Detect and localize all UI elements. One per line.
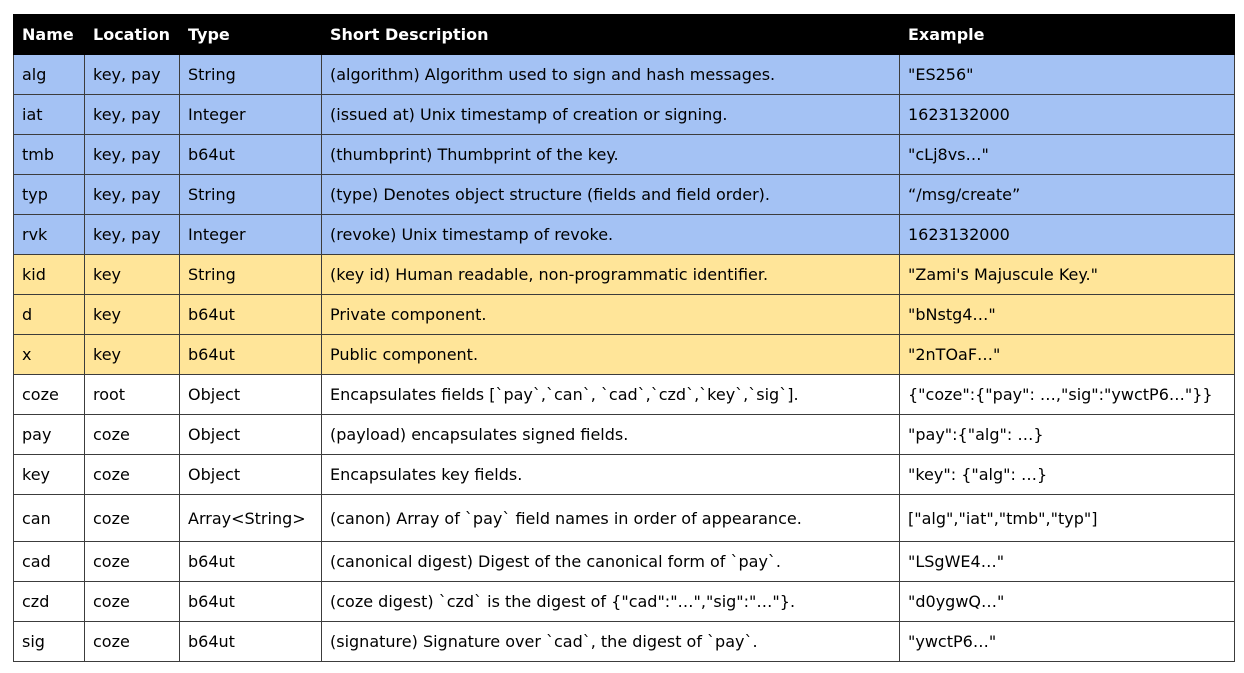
cell-type: b64ut <box>180 622 322 662</box>
cell-example: "Zami's Majuscule Key." <box>900 255 1235 295</box>
cell-example: "pay":{"alg": …} <box>900 415 1235 455</box>
table-row <box>14 582 1235 622</box>
cell-location: coze <box>85 415 180 455</box>
cell-name: pay <box>14 415 85 455</box>
cell-description: (issued at) Unix timestamp of creation or signing. <box>322 95 900 135</box>
table-row <box>14 622 1235 662</box>
cell-location: coze <box>85 582 180 622</box>
cell-example: "LSgWE4…" <box>900 542 1235 582</box>
cell-location: coze <box>85 622 180 662</box>
cell-name: sig <box>14 622 85 662</box>
cell-location: key, pay <box>85 55 180 95</box>
cell-description: Encapsulates key fields. <box>322 455 900 495</box>
cell-location: coze <box>85 542 180 582</box>
table-row <box>14 295 1235 335</box>
cell-description: (thumbprint) Thumbprint of the key. <box>322 135 900 175</box>
table-row <box>14 95 1235 135</box>
table-row <box>14 495 1235 542</box>
table-row <box>14 135 1235 175</box>
cell-description: (revoke) Unix timestamp of revoke. <box>322 215 900 255</box>
cell-location: key, pay <box>85 175 180 215</box>
table-header-row <box>14 15 1235 55</box>
cell-type: Object <box>180 455 322 495</box>
cell-location: key, pay <box>85 215 180 255</box>
cell-example: "cLj8vs…" <box>900 135 1235 175</box>
table-row <box>14 415 1235 455</box>
cell-type: String <box>180 175 322 215</box>
cell-type: b64ut <box>180 295 322 335</box>
cell-location: key, pay <box>85 95 180 135</box>
cell-example: "ES256" <box>900 55 1235 95</box>
cell-example: "d0ygwQ…" <box>900 582 1235 622</box>
cell-type: b64ut <box>180 582 322 622</box>
cell-example: "bNstg4…" <box>900 295 1235 335</box>
cell-name: x <box>14 335 85 375</box>
cell-description: (canon) Array of `pay` field names in order of appearance. <box>322 495 900 542</box>
cell-location: key <box>85 295 180 335</box>
table-row <box>14 335 1235 375</box>
cell-location: root <box>85 375 180 415</box>
cell-location: coze <box>85 495 180 542</box>
header-type: Type <box>180 15 322 55</box>
cell-type: Object <box>180 375 322 415</box>
cell-name: czd <box>14 582 85 622</box>
cell-description: (canonical digest) Digest of the canonical form of `pay`. <box>322 542 900 582</box>
table-row <box>14 255 1235 295</box>
cell-type: b64ut <box>180 135 322 175</box>
cell-name: coze <box>14 375 85 415</box>
cell-description: Public component. <box>322 335 900 375</box>
cell-name: tmb <box>14 135 85 175</box>
cell-name: iat <box>14 95 85 135</box>
cell-location: key, pay <box>85 135 180 175</box>
cell-type: Object <box>180 415 322 455</box>
header-location: Location <box>85 15 180 55</box>
cell-type: Integer <box>180 215 322 255</box>
cell-description: (key id) Human readable, non-programmatic identifier. <box>322 255 900 295</box>
cell-description: (algorithm) Algorithm used to sign and hash messages. <box>322 55 900 95</box>
cell-example: "2nTOaF…" <box>900 335 1235 375</box>
cell-location: coze <box>85 455 180 495</box>
table-row <box>14 55 1235 95</box>
cell-type: String <box>180 255 322 295</box>
cell-name: alg <box>14 55 85 95</box>
table-row <box>14 175 1235 215</box>
cell-name: key <box>14 455 85 495</box>
cell-type: String <box>180 55 322 95</box>
cell-example: {"coze":{"pay": …,"sig":"ywctP6…"}} <box>900 375 1235 415</box>
cell-type: b64ut <box>180 542 322 582</box>
cell-example: "ywctP6…" <box>900 622 1235 662</box>
cell-description: (coze digest) `czd` is the digest of {"cad":"…","sig":"…"}. <box>322 582 900 622</box>
cell-description: Private component. <box>322 295 900 335</box>
header-description: Short Description <box>322 15 900 55</box>
cell-location: key <box>85 255 180 295</box>
cell-description: Encapsulates fields [`pay`,`can`, `cad`,`czd`,`key`,`sig`]. <box>322 375 900 415</box>
table-row <box>14 455 1235 495</box>
cell-name: d <box>14 295 85 335</box>
cell-example: ["alg","iat","tmb","typ"] <box>900 495 1235 542</box>
header-example: Example <box>900 15 1235 55</box>
cell-name: rvk <box>14 215 85 255</box>
cell-description: (signature) Signature over `cad`, the digest of `pay`. <box>322 622 900 662</box>
cell-example: 1623132000 <box>900 95 1235 135</box>
cell-example: “/msg/create” <box>900 175 1235 215</box>
cell-description: (type) Denotes object structure (fields and field order). <box>322 175 900 215</box>
cell-example: 1623132000 <box>900 215 1235 255</box>
header-name: Name <box>14 15 85 55</box>
cell-example: "key": {"alg": …} <box>900 455 1235 495</box>
cell-type: b64ut <box>180 335 322 375</box>
cell-location: key <box>85 335 180 375</box>
fields-table <box>13 14 1235 662</box>
cell-type: Integer <box>180 95 322 135</box>
table-row <box>14 542 1235 582</box>
cell-name: typ <box>14 175 85 215</box>
cell-type: Array<String> <box>180 495 322 542</box>
cell-name: cad <box>14 542 85 582</box>
table-row <box>14 215 1235 255</box>
cell-name: kid <box>14 255 85 295</box>
table-row <box>14 375 1235 415</box>
cell-description: (payload) encapsulates signed fields. <box>322 415 900 455</box>
cell-name: can <box>14 495 85 542</box>
